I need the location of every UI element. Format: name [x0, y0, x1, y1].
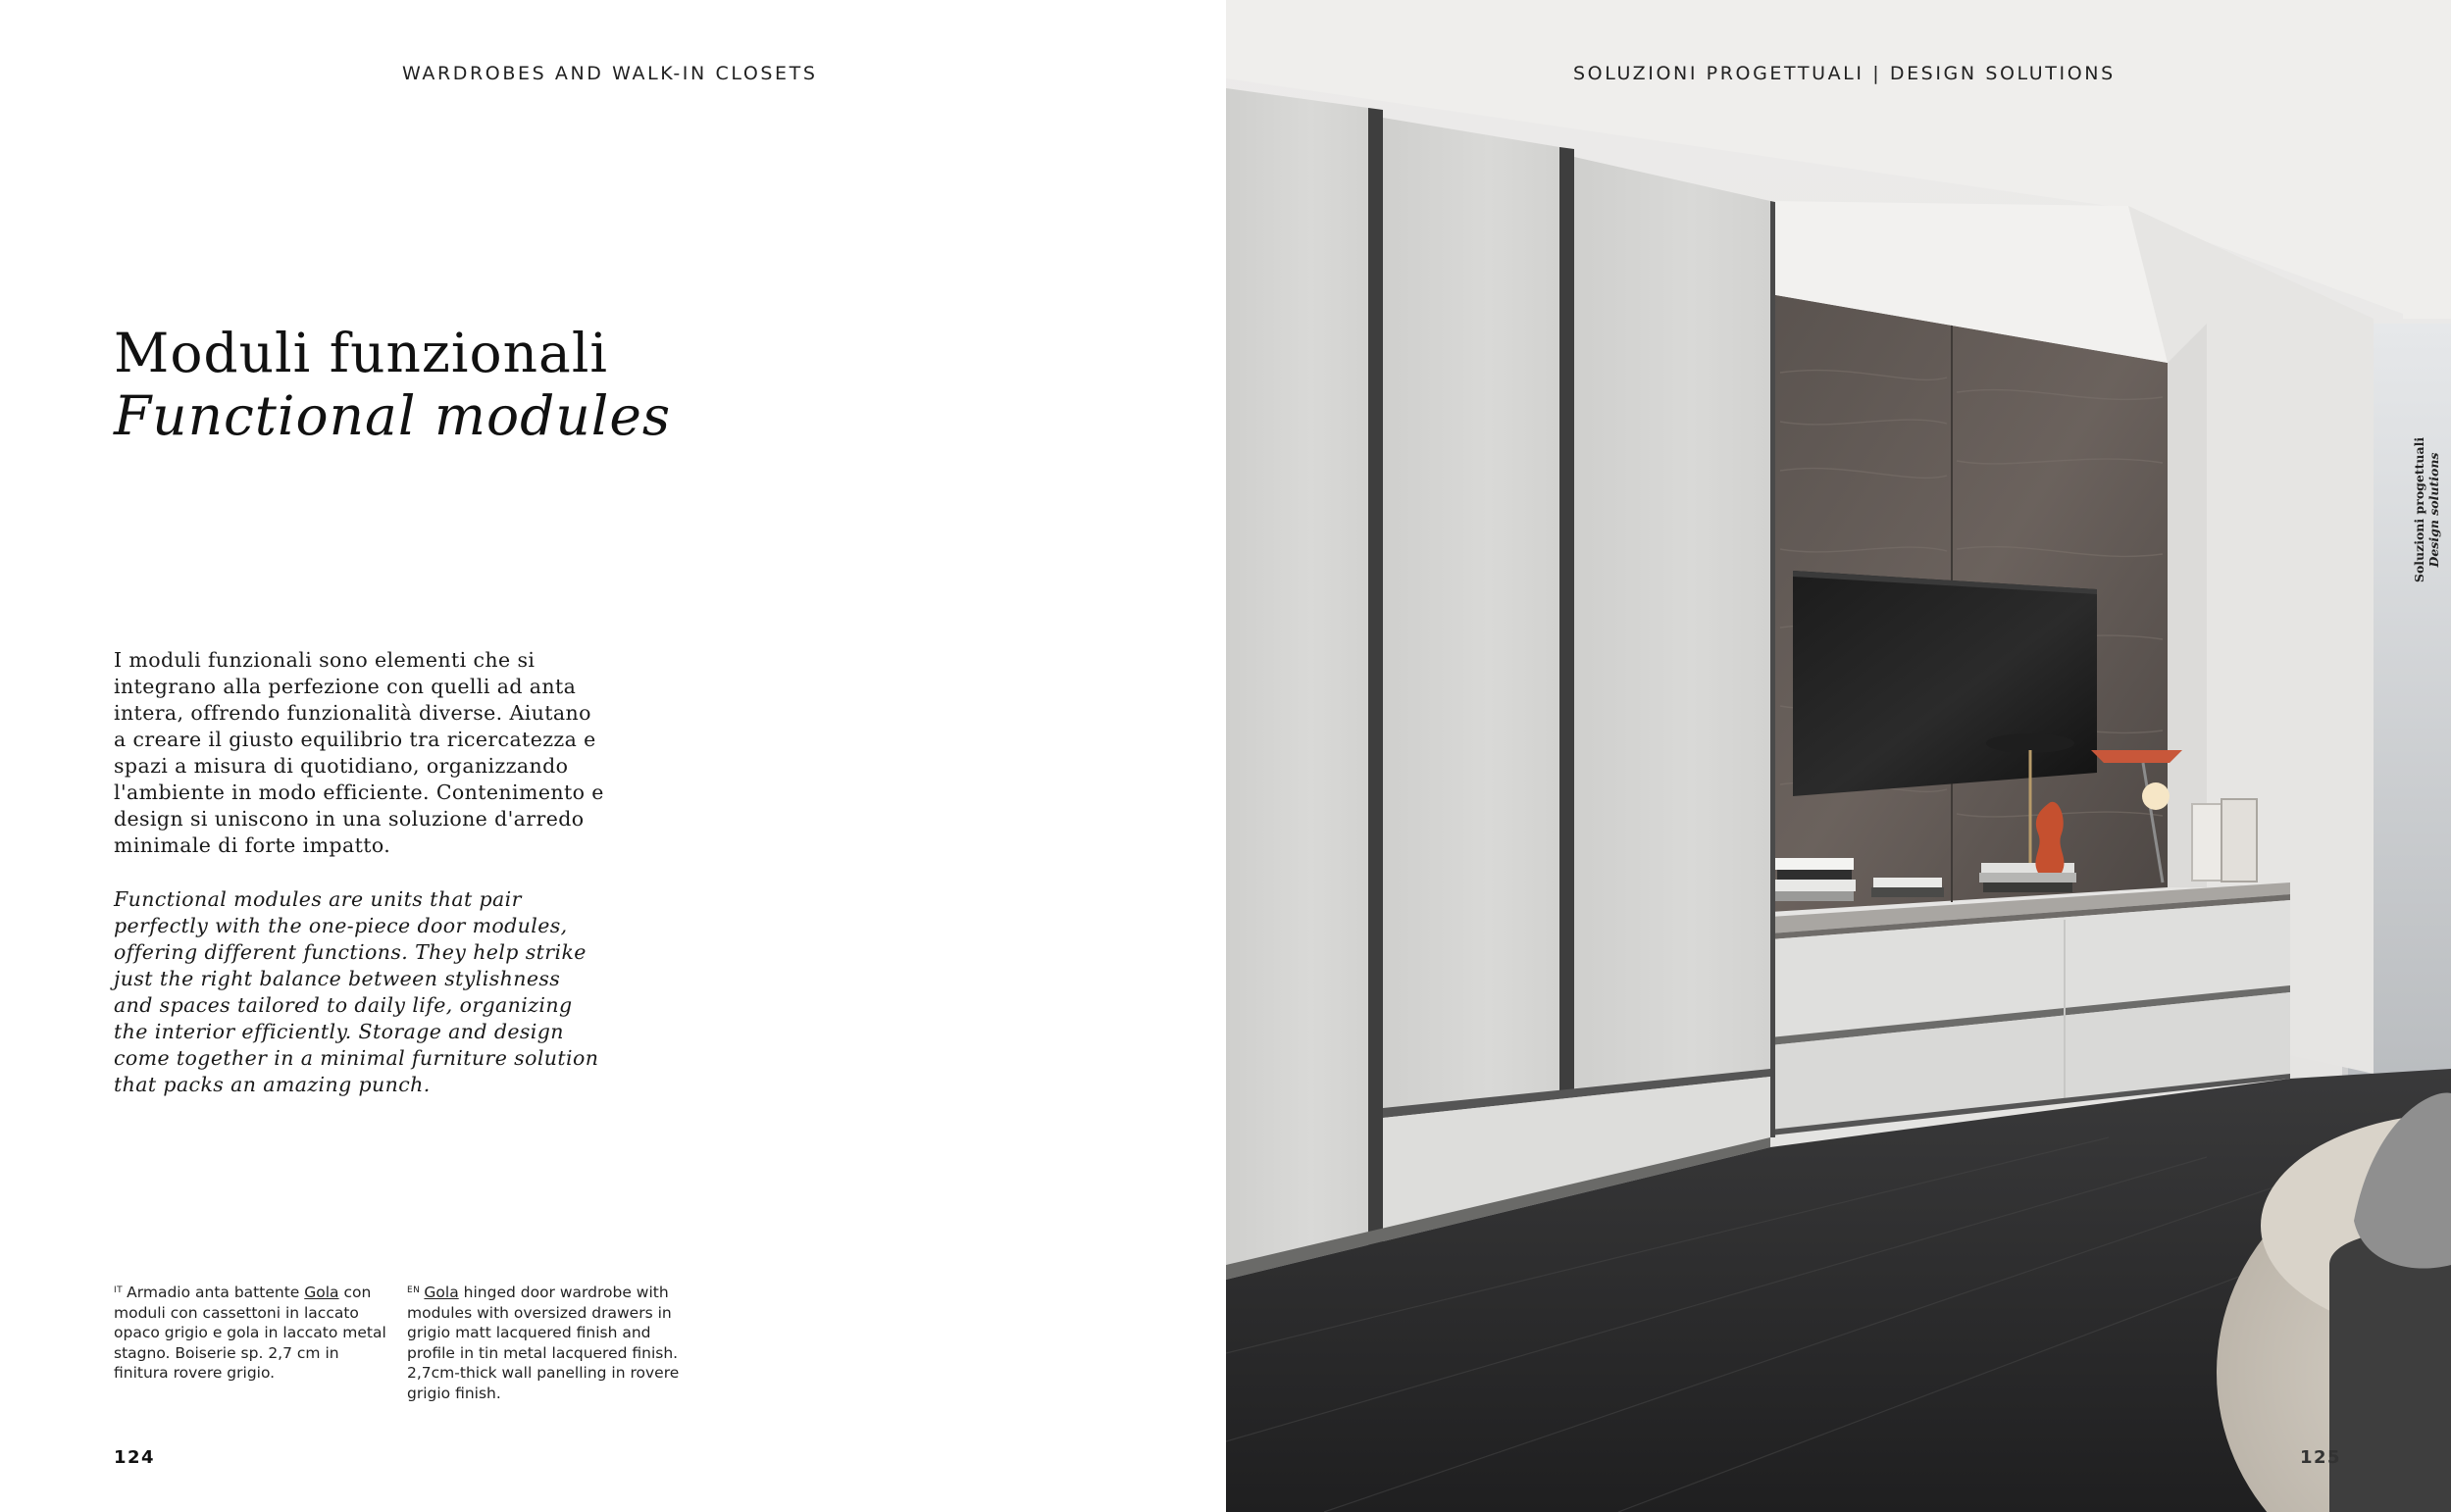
page-number-left: 124 — [114, 1447, 156, 1468]
interior-photo — [1226, 0, 2451, 1512]
caption-lang-en: EN — [407, 1285, 421, 1295]
page-title — [114, 322, 671, 447]
caption-it-before: Armadio anta battente — [127, 1284, 305, 1301]
title-italian: Moduli funzionali — [114, 322, 608, 384]
page-number-right: 125 — [2300, 1447, 2342, 1468]
caption-en-product-link[interactable]: Gola — [424, 1284, 459, 1301]
caption-it-after: con moduli con cassettoni in laccato opaco grigio e gola in laccato metal stagno. Boiserie sp. 2,7 cm in finitura rovere grigio. — [114, 1284, 386, 1382]
running-head-left: WARDROBES AND WALK-IN CLOSETS — [402, 63, 818, 84]
body-text-italian: I moduli funzionali sono elementi che si integrano alla perfezione con quelli ad anta intera, offrendo funzionalità diverse. Aiutano a creare il giusto equilibrio tra ricercatezza e spazi a misura di quotidiano, organizzando l'ambiente in modo efficiente. Contenimento e design si uniscono in una soluzione d'arredo minimale di forte impatto. — [114, 648, 604, 857]
title-english: Functional modules — [114, 384, 672, 447]
caption-lang-it: IT — [114, 1285, 124, 1295]
body-text-english: Functional modules are units that pair perfectly with the one-piece door modules, offering different functions. They help strike just the right balance between stylishness and spaces tailored to daily life, organizing the interior efficiently. Storage and design come together in a minimal furniture solution that packs an amazing punch. — [114, 887, 599, 1096]
section-side-tab[interactable] — [2397, 412, 2451, 608]
caption-italian — [114, 1281, 398, 1384]
caption-english — [407, 1281, 691, 1403]
caption-en-after: hinged door wardrobe with modules with oversized drawers in grigio matt lacquered finish and profile in tin metal lacquered finish. 2,7cm-thick wall panelling in rovere grigio finish. — [407, 1284, 680, 1402]
running-head-right: SOLUZIONI PROGETTUALI | DESIGN SOLUTIONS — [1573, 63, 2116, 84]
caption-it-product-link[interactable]: Gola — [304, 1284, 339, 1301]
side-tab-italian: Soluzioni progettuali — [2412, 436, 2426, 583]
right-page-photo — [1226, 0, 2451, 1512]
side-tab-english: Design solutions — [2426, 452, 2441, 568]
